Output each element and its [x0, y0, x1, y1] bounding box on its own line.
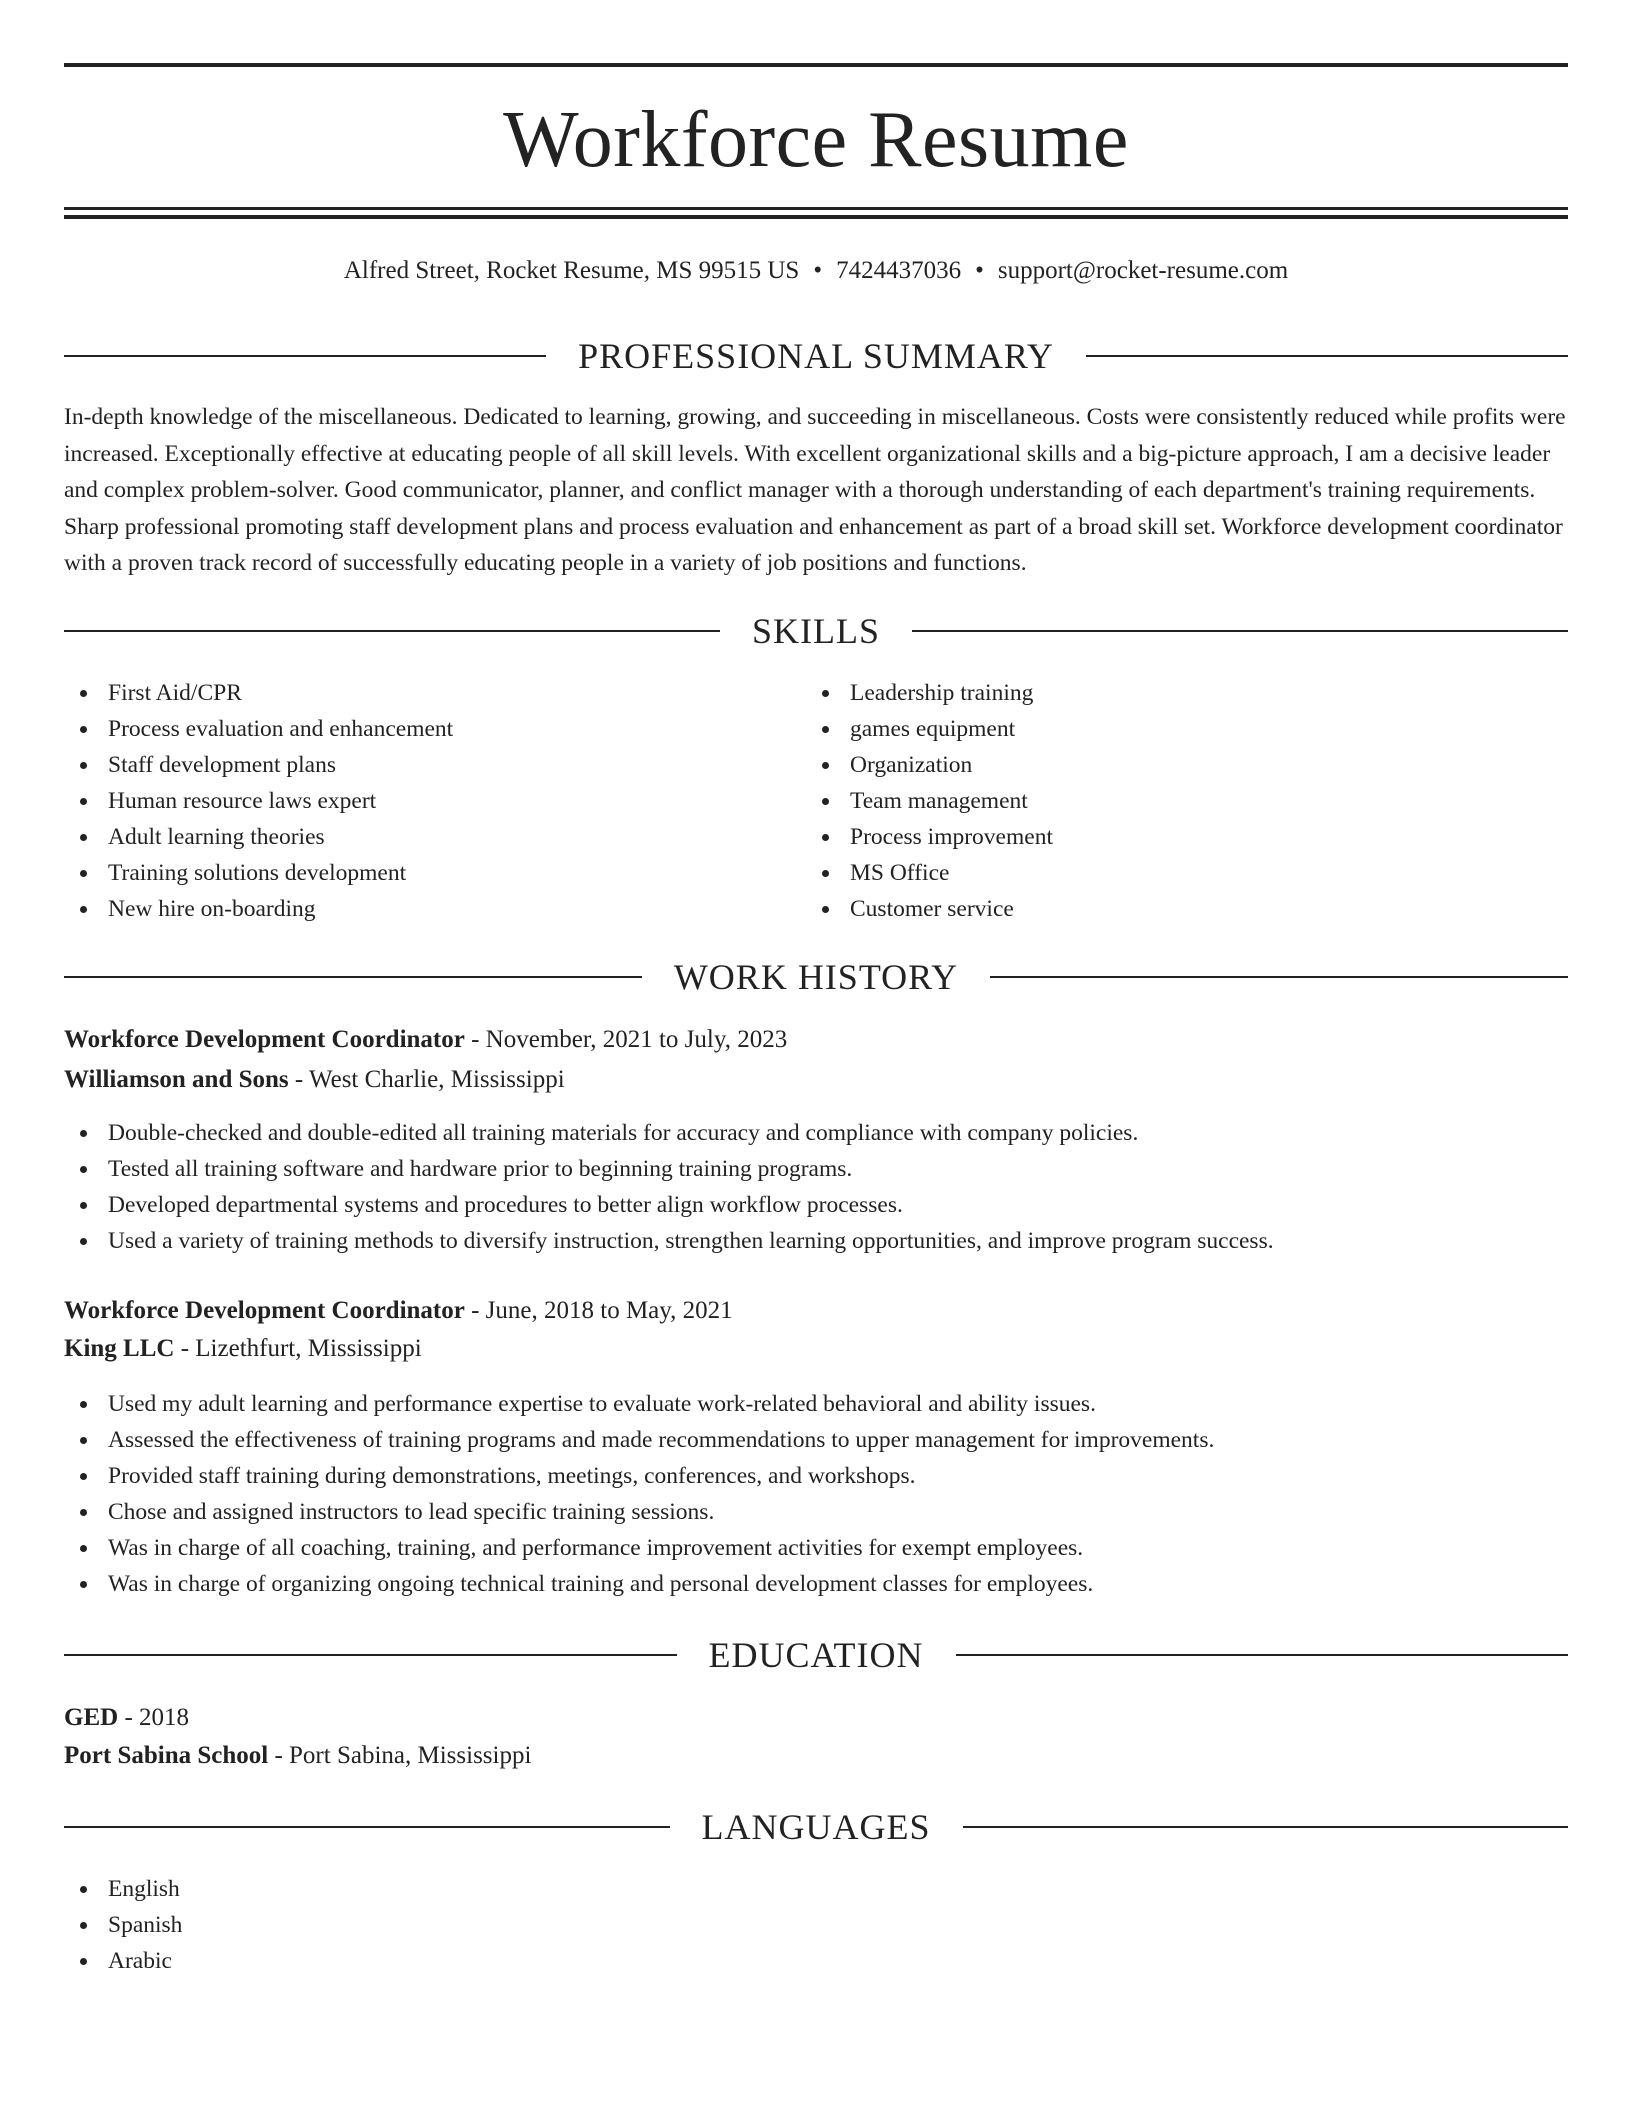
resume-name: Workforce Resume	[503, 96, 1129, 184]
job-title-line	[64, 1292, 1568, 1330]
language-item: Spanish	[64, 1907, 1568, 1943]
header-divider-upper	[64, 207, 1568, 210]
education-location: - Port Sabina, Mississippi	[268, 1742, 532, 1769]
header-divider-lower	[64, 215, 1568, 219]
heading-rule-left	[64, 976, 642, 978]
heading-rule-left	[64, 355, 546, 357]
heading-rule-left	[64, 1654, 677, 1656]
heading-rule-right	[1086, 355, 1568, 357]
job-bullets	[64, 1386, 1568, 1602]
skill-item: Leadership training	[806, 675, 1546, 711]
job-bullets	[64, 1115, 1568, 1259]
job-bullet: Was in charge of all coaching, training, and performance improvement activities for exempt employees.	[64, 1530, 1568, 1566]
job-bullet: Used a variety of training methods to diversify instruction, strengthen learning opportunities, and improve program success.	[64, 1223, 1568, 1259]
section-title: SKILLS	[752, 611, 881, 651]
skills-list-right	[806, 675, 1546, 927]
job-bullet: Double-checked and double-edited all training materials for accuracy and compliance with company policies.	[64, 1115, 1568, 1151]
education-school-line	[64, 1737, 1568, 1775]
contact-separator: •	[813, 257, 823, 284]
job-bullet: Used my adult learning and performance expertise to evaluate work-related behavioral and ability issues.	[64, 1386, 1568, 1422]
section-heading-education	[64, 1633, 1568, 1677]
contact-email: support@rocket-resume.com	[997, 257, 1289, 284]
job-company: King LLC	[64, 1335, 175, 1362]
language-item: English	[64, 1871, 1568, 1907]
skill-item: games equipment	[806, 711, 1546, 747]
job-title: Workforce Development Coordinator	[64, 1297, 465, 1324]
education-school: Port Sabina School	[64, 1742, 269, 1769]
section-heading-languages	[64, 1805, 1568, 1849]
heading-rule-right	[963, 1826, 1569, 1828]
heading-rule-right	[912, 630, 1568, 632]
job-dates: - November, 2021 to July, 2023	[464, 1026, 788, 1053]
section-title: PROFESSIONAL SUMMARY	[578, 336, 1054, 376]
job-title-line	[64, 1021, 1568, 1059]
section-title: WORK HISTORY	[673, 957, 959, 997]
heading-rule-right	[990, 976, 1568, 978]
skill-item: Adult learning theories	[64, 819, 804, 855]
header-top-rule	[64, 63, 1568, 67]
contact-line	[64, 253, 1568, 289]
section-heading-summary	[64, 334, 1568, 378]
education-degree-line	[64, 1699, 1568, 1737]
skill-item: Team management	[806, 783, 1546, 819]
contact-address: Alfred Street, Rocket Resume, MS 99515 US	[343, 257, 800, 284]
job-title: Workforce Development Coordinator	[64, 1026, 465, 1053]
skill-item: Customer service	[806, 891, 1546, 927]
summary-text: In-depth knowledge of the miscellaneous. Dedicated to learning, growing, and succeeding in miscellaneous. Costs were consistently reduced while profits were increased. Exceptionally effective at educating people of all skill levels. With excellent organizational skills and a big-picture approach, I am a decisive leader and complex problem-solver. Good communicator, planner, and conflict manager with a thorough understanding of each department's training requirements. Sharp professional promoting staff development plans and process evaluation and enhancement as part of a broad skill set. Workforce development coordinator with a proven track record of successfully educating people in a variety of job positions and functions.	[64, 404, 1566, 576]
job-company: Williamson and Sons	[64, 1066, 289, 1093]
job-bullet: Was in charge of organizing ongoing technical training and personal development classes for employees.	[64, 1566, 1568, 1602]
heading-rule-right	[956, 1654, 1569, 1656]
skill-item: New hire on-boarding	[64, 891, 804, 927]
job-location: - Lizethfurt, Mississippi	[174, 1335, 422, 1362]
job-bullet: Tested all training software and hardware prior to beginning training programs.	[64, 1151, 1568, 1187]
heading-rule-left	[64, 1826, 670, 1828]
job-dates: - June, 2018 to May, 2021	[464, 1297, 733, 1324]
section-title: EDUCATION	[708, 1635, 924, 1675]
skill-item: Process evaluation and enhancement	[64, 711, 804, 747]
languages-list	[64, 1871, 1568, 1979]
job-bullet: Developed departmental systems and procedures to better align workflow processes.	[64, 1187, 1568, 1223]
skill-item: Training solutions development	[64, 855, 804, 891]
section-heading-work-history	[64, 955, 1568, 999]
education-year: - 2018	[118, 1704, 190, 1731]
heading-rule-left	[64, 630, 720, 632]
job-company-line	[64, 1330, 1568, 1368]
contact-separator: •	[975, 257, 984, 284]
skill-item: Staff development plans	[64, 747, 804, 783]
contact-phone: 7424437036	[836, 257, 962, 284]
job-company-line	[64, 1061, 1568, 1099]
language-item: Arabic	[64, 1943, 1568, 1979]
skill-item: Process improvement	[806, 819, 1546, 855]
section-heading-skills	[64, 609, 1568, 653]
job-bullet: Assessed the effectiveness of training programs and made recommendations to upper management for improvements.	[64, 1422, 1568, 1458]
skills-list-left	[64, 675, 804, 927]
education-degree: GED	[64, 1704, 119, 1731]
job-bullet: Chose and assigned instructors to lead specific training sessions.	[64, 1494, 1568, 1530]
skill-item: Organization	[806, 747, 1546, 783]
section-title: LANGUAGES	[701, 1807, 931, 1847]
job-bullet: Provided staff training during demonstrations, meetings, conferences, and workshops.	[64, 1458, 1568, 1494]
job-location: - West Charlie, Mississippi	[288, 1066, 565, 1093]
skill-item: Human resource laws expert	[64, 783, 804, 819]
skill-item: MS Office	[806, 855, 1546, 891]
skill-item: First Aid/CPR	[64, 675, 804, 711]
